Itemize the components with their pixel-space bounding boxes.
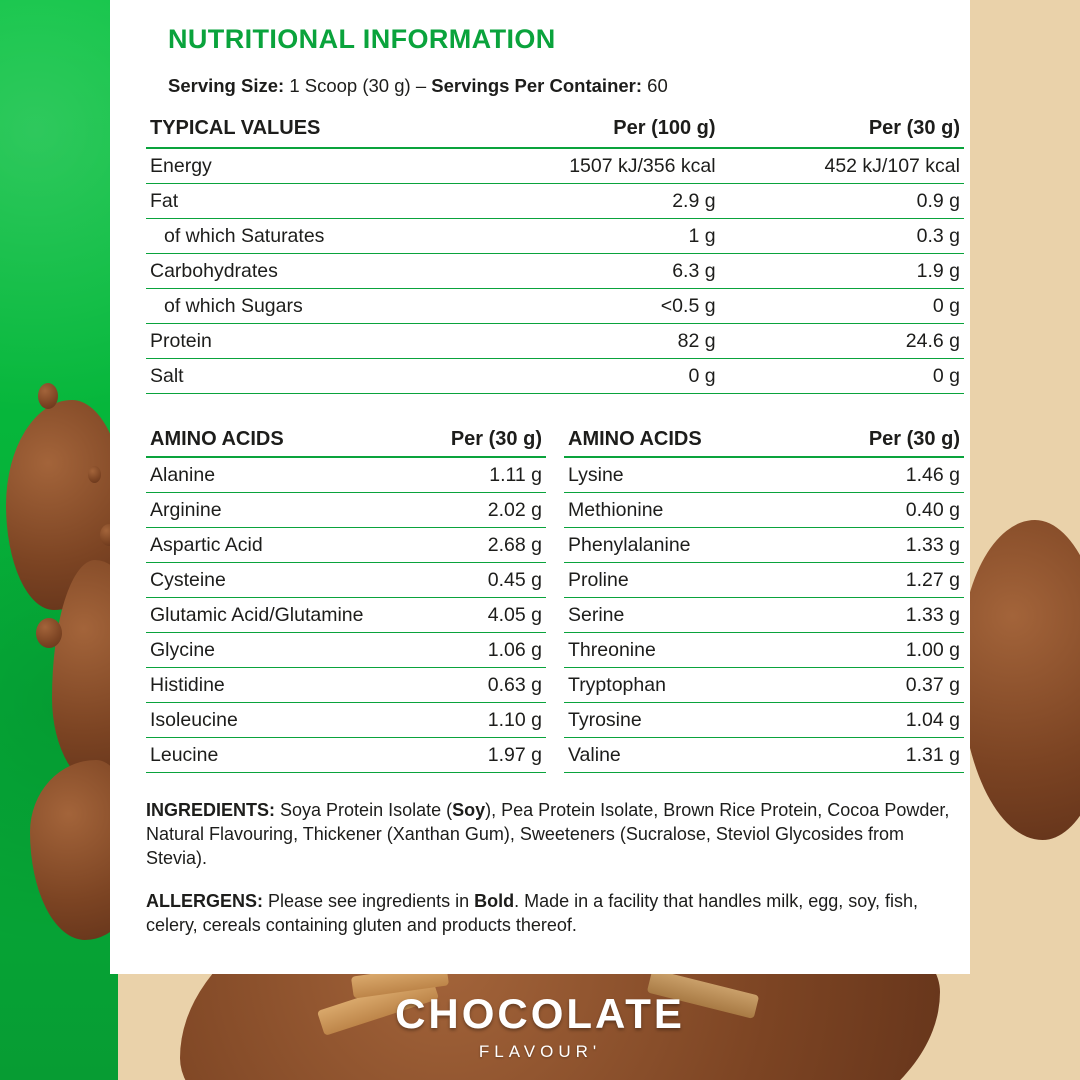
flavour-subtitle: FLAVOUR' <box>478 1042 602 1061</box>
table-row <box>146 359 964 394</box>
amino-acid-value: 0.63 g <box>422 668 546 703</box>
amino-acid-name: Tyrosine <box>564 703 799 738</box>
nutrient-per-30g: 24.6 g <box>720 324 964 359</box>
nutrient-per-100g: <0.5 g <box>457 289 720 324</box>
amino-acid-value: 1.33 g <box>799 528 964 563</box>
amino-acid-name: Isoleucine <box>146 703 422 738</box>
nutrient-name: Salt <box>146 359 457 394</box>
table-row <box>146 219 964 254</box>
amino-acid-name: Proline <box>564 563 799 598</box>
table-row <box>146 563 546 598</box>
serving-separator: – <box>415 75 427 96</box>
servings-per-container-value: 60 <box>647 75 668 96</box>
nutrient-per-30g: 0 g <box>720 359 964 394</box>
amino-acid-value: 1.33 g <box>799 598 964 633</box>
table-header-row <box>146 422 546 457</box>
table-row <box>146 289 964 324</box>
column-header-per-30g: Per (30 g) <box>799 422 964 457</box>
amino-acid-value: 1.31 g <box>799 738 964 773</box>
amino-acid-name: Arginine <box>146 493 422 528</box>
nutrient-name: Carbohydrates <box>146 254 457 289</box>
amino-acid-value: 1.11 g <box>422 457 546 493</box>
ingredients-label: INGREDIENTS: <box>146 800 276 820</box>
table-row <box>146 324 964 359</box>
amino-acid-value: 2.02 g <box>422 493 546 528</box>
amino-acid-name: Glutamic Acid/Glutamine <box>146 598 422 633</box>
nutrient-per-100g: 0 g <box>457 359 720 394</box>
amino-acid-value: 0.40 g <box>799 493 964 528</box>
amino-acids-table-right <box>564 422 964 773</box>
amino-right-body <box>564 457 964 773</box>
table-header-row <box>146 111 964 148</box>
table-row <box>564 457 964 493</box>
table-row <box>146 184 964 219</box>
column-header-typical-values: TYPICAL VALUES <box>146 111 457 148</box>
chocolate-droplet-icon <box>88 466 101 483</box>
table-row <box>564 668 964 703</box>
nutrient-name: Fat <box>146 184 457 219</box>
allergens-text-1: Please see ingredients in <box>263 891 475 912</box>
amino-acid-value: 0.45 g <box>422 563 546 598</box>
column-header-per-30g: Per (30 g) <box>720 111 964 148</box>
table-row <box>564 703 964 738</box>
column-header-amino-acids: AMINO ACIDS <box>564 422 799 457</box>
servings-per-container-label: Servings Per Container: <box>431 75 643 96</box>
amino-acids-column-left <box>146 422 546 773</box>
amino-acid-name: Valine <box>564 738 799 773</box>
table-row <box>146 528 546 563</box>
ingredients-allergen-soy: Soy <box>452 800 486 820</box>
amino-acid-name: Lysine <box>564 457 799 493</box>
chocolate-droplet-icon <box>38 383 58 409</box>
amino-acids-table-left <box>146 422 546 773</box>
nutrient-per-100g: 1 g <box>457 219 720 254</box>
amino-acid-value: 1.10 g <box>422 703 546 738</box>
table-row <box>564 563 964 598</box>
column-header-per-30g: Per (30 g) <box>422 422 546 457</box>
table-row <box>146 598 546 633</box>
amino-acid-name: Methionine <box>564 493 799 528</box>
serving-size-value: 1 Scoop (30 g) <box>289 75 411 96</box>
table-header-row <box>564 422 964 457</box>
amino-acid-value: 0.37 g <box>799 668 964 703</box>
table-row <box>146 254 964 289</box>
ingredients-text-2: ), Pea Protein Isolate, Brown Rice Protein, Cocoa Powder, Natural Flavouring, Thickener (Xanthan Gum), Sweeteners (Sucralose, Steviol Glycosides from Stevia). <box>146 800 950 868</box>
column-header-per-100g: Per (100 g) <box>457 111 720 148</box>
nutrient-name: Protein <box>146 324 457 359</box>
nutrient-per-30g: 0.3 g <box>720 219 964 254</box>
nutrient-per-100g: 1507 kJ/356 kcal <box>457 148 720 184</box>
table-row <box>146 703 546 738</box>
table-row <box>564 493 964 528</box>
amino-acid-name: Threonine <box>564 633 799 668</box>
nutrition-label-card <box>110 0 970 974</box>
nutrient-per-100g: 82 g <box>457 324 720 359</box>
nutrient-per-30g: 0.9 g <box>720 184 964 219</box>
amino-acid-value: 1.46 g <box>799 457 964 493</box>
flavour-name: CHOCOLATE <box>395 990 685 1037</box>
table-row <box>146 457 546 493</box>
nutrient-per-30g: 1.9 g <box>720 254 964 289</box>
flavour-lockup <box>0 990 1080 1062</box>
amino-acid-name: Tryptophan <box>564 668 799 703</box>
amino-acid-name: Serine <box>564 598 799 633</box>
amino-acid-name: Leucine <box>146 738 422 773</box>
table-row <box>564 633 964 668</box>
amino-acid-value: 1.04 g <box>799 703 964 738</box>
nutrient-name: of which Saturates <box>146 219 457 254</box>
amino-acid-name: Aspartic Acid <box>146 528 422 563</box>
serving-size-label: Serving Size: <box>168 75 285 96</box>
amino-acid-name: Phenylalanine <box>564 528 799 563</box>
allergens-bold-word: Bold <box>474 891 515 912</box>
ingredients-text-1: Soya Protein Isolate ( <box>275 800 453 820</box>
table-row <box>146 148 964 184</box>
amino-acids-column-right <box>564 422 964 773</box>
amino-acid-value: 4.05 g <box>422 598 546 633</box>
nutrient-per-30g: 0 g <box>720 289 964 324</box>
amino-acid-name: Alanine <box>146 457 422 493</box>
allergens-label: ALLERGENS: <box>146 891 263 912</box>
serving-info <box>168 75 942 97</box>
nutrition-table-body <box>146 148 964 394</box>
amino-acid-value: 1.06 g <box>422 633 546 668</box>
nutrient-per-100g: 6.3 g <box>457 254 720 289</box>
table-row <box>564 738 964 773</box>
nutrition-table <box>146 111 964 394</box>
amino-left-body <box>146 457 546 773</box>
table-row <box>564 598 964 633</box>
table-row <box>146 493 546 528</box>
amino-acid-value: 1.27 g <box>799 563 964 598</box>
amino-acid-value: 1.00 g <box>799 633 964 668</box>
table-row <box>146 633 546 668</box>
nutrient-per-30g: 452 kJ/107 kcal <box>720 148 964 184</box>
nutrient-name: Energy <box>146 148 457 184</box>
allergens-text-2: . Made in a facility that handles milk, egg, soy, fish, celery, cereals containing gluten and products thereof. <box>146 891 918 935</box>
amino-acids-section <box>146 422 964 773</box>
nutrient-per-100g: 2.9 g <box>457 184 720 219</box>
amino-acid-value: 2.68 g <box>422 528 546 563</box>
column-header-amino-acids: AMINO ACIDS <box>146 422 422 457</box>
table-row <box>146 668 546 703</box>
page-title: NUTRITIONAL INFORMATION <box>168 24 556 54</box>
table-row <box>564 528 964 563</box>
amino-acid-name: Glycine <box>146 633 422 668</box>
amino-acid-name: Cysteine <box>146 563 422 598</box>
amino-acid-value: 1.97 g <box>422 738 546 773</box>
allergens-paragraph <box>146 890 964 938</box>
table-row <box>146 738 546 773</box>
nutrient-name: of which Sugars <box>146 289 457 324</box>
chocolate-droplet-icon <box>36 618 62 648</box>
amino-acid-name: Histidine <box>146 668 422 703</box>
ingredients-paragraph <box>146 799 964 870</box>
